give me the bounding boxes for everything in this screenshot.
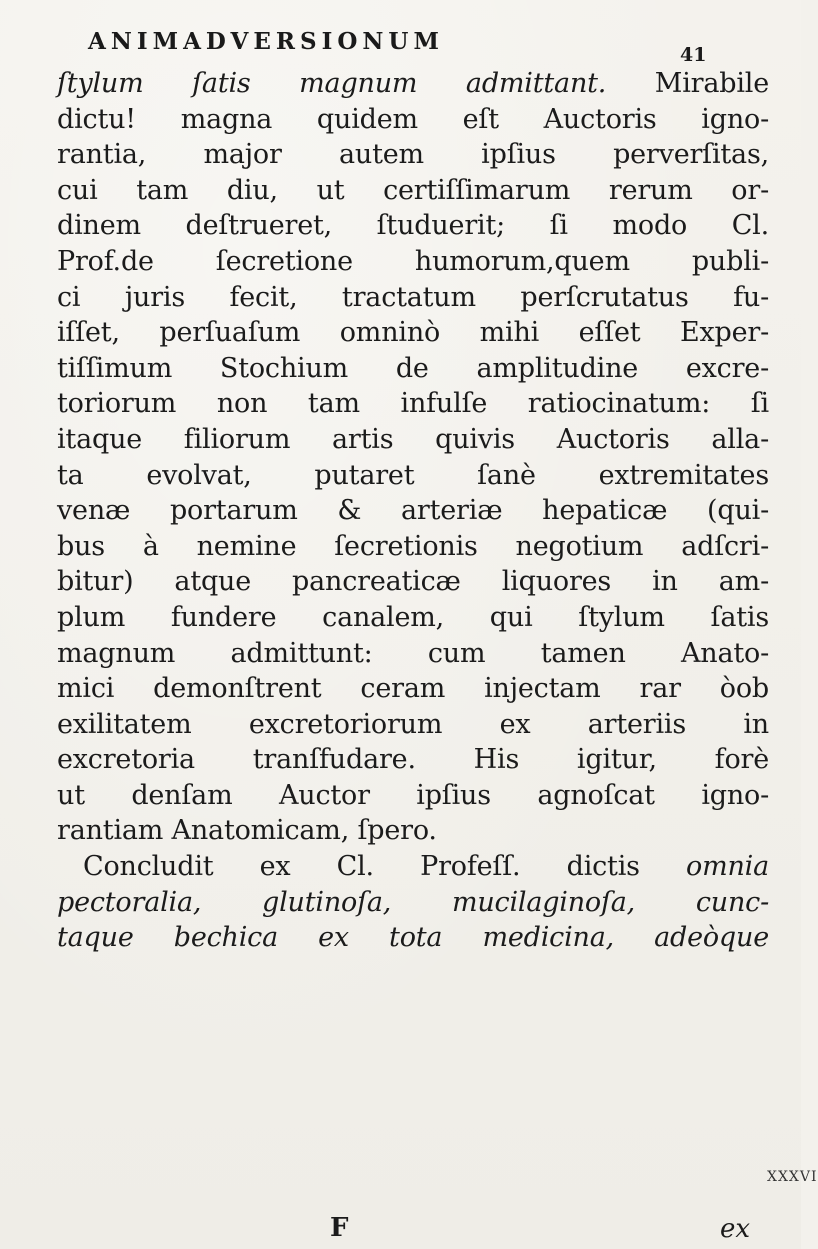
- page-number: 41: [680, 44, 707, 66]
- text-line-17: magnum admittunt: cum tamen Anato-: [57, 637, 769, 669]
- running-head: ANIMADVERSIONUM: [88, 28, 444, 55]
- text-line-9: tiſſimum Stochium de amplitudine excre-: [57, 352, 769, 384]
- text-line-10: toriorum non tam infulſe ratiocinatum: ſi: [57, 388, 769, 420]
- italic-phrase: omnia: [639, 851, 769, 883]
- text-line-23: [57, 849, 769, 885]
- text-line-13: venæ portarum & arteriæ hepaticæ (qui-: [57, 495, 769, 527]
- text-line-20: excretoria tranſfudare. His igitur, forè: [57, 744, 769, 776]
- text-line-8: iſſet, perſuaſum omninò mihi eſſet Exper-: [57, 317, 769, 349]
- text-line-1: [57, 66, 769, 102]
- signature-mark: F: [330, 1213, 349, 1243]
- text-line-19: exilitatem excretoriorum ex arteriis in: [57, 708, 769, 740]
- text-line-7: ci juris fecit, tractatum perſcrutatus fu-: [57, 281, 769, 313]
- text-line-2: dictu! magna quidem eſt Auctoris igno-: [57, 103, 769, 135]
- text-line-6: Prof.de ſecretione humorum,quem publi-: [57, 245, 769, 277]
- text-line-22: rantiam Anatomicam, ſpero.: [57, 815, 437, 847]
- text-line-12: ta evolvat, putaret ſanè extremitates: [57, 459, 769, 491]
- text-line-24: pectoralia, glutinoſa, mucilaginoſa, cunc-: [57, 886, 769, 918]
- text-line-14: bus à nemine ſecretionis negotium adſcri-: [57, 530, 769, 562]
- text-line-5: dinem deſtrueret, ſtuduerit; ſi modo Cl.: [57, 210, 769, 242]
- margin-note: XXXVI: [767, 1169, 818, 1185]
- body-text: [57, 66, 769, 956]
- text-line-21: ut denſam Auctor ipſius agnoſcat igno-: [57, 779, 769, 811]
- catchword: ex: [720, 1214, 751, 1244]
- text-line-11: itaque filiorum artis quivis Auctoris alla-: [57, 423, 769, 455]
- line-head: Concludit ex Cl. Profeſſ. dictis: [83, 851, 640, 883]
- text-line-4: cui tam diu, ut certiſſimarum rerum or-: [57, 174, 769, 206]
- text-line-25: taque bechica ex tota medicina, adeòque: [57, 922, 769, 954]
- text-line-15: bitur) atque pancreaticæ liquores in am-: [57, 566, 769, 598]
- line-tail: Mirabile: [606, 68, 769, 99]
- italic-phrase: ſtylum ſatis magnum admittant.: [57, 68, 607, 99]
- text-line-18: mici demonſtrent ceram injectam rar òob: [57, 673, 769, 705]
- text-line-16: plum fundere canalem, qui ſtylum ſatis: [57, 601, 769, 633]
- text-line-3: rantia, major autem ipſius perverſitas,: [57, 139, 769, 171]
